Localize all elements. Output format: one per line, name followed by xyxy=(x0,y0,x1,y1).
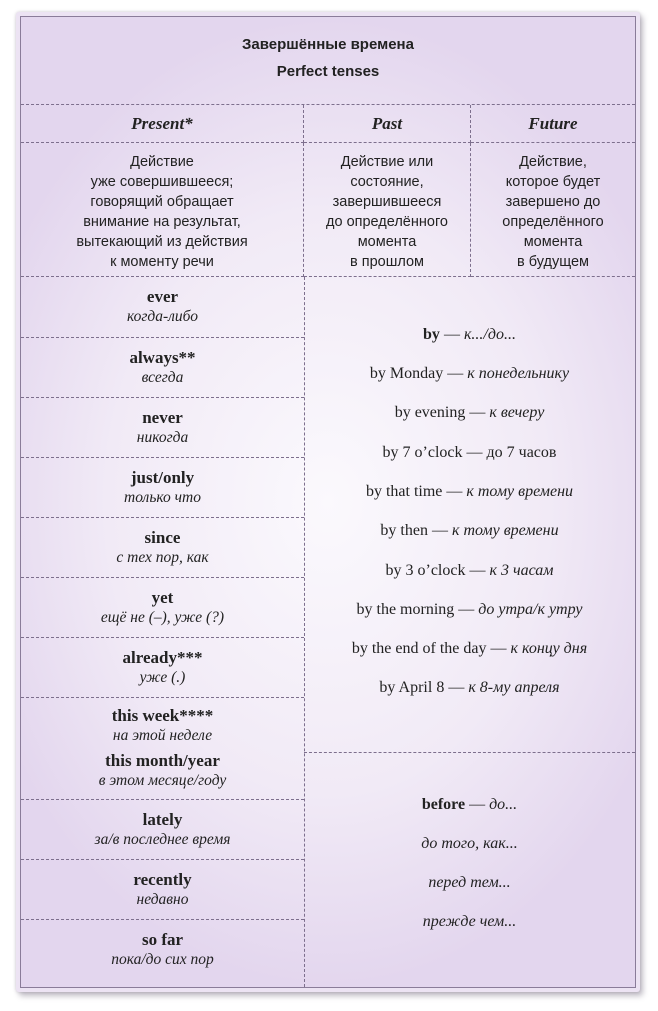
marker-row xyxy=(21,859,304,919)
by-en: by 7 o’clock xyxy=(382,444,463,461)
title-block xyxy=(21,17,635,105)
table xyxy=(20,16,636,988)
marker-row xyxy=(21,397,304,457)
desc-line: вытекающий из действия xyxy=(76,234,248,250)
dash: — xyxy=(454,601,479,618)
marker-translation: ещё не (–), уже (?) xyxy=(100,609,225,626)
desc-line: внимание на результат, xyxy=(83,214,241,230)
by-ru: к понедельнику xyxy=(467,365,570,382)
marker-row xyxy=(21,457,304,517)
title-en: Perfect tenses xyxy=(276,63,380,80)
desc-line: момента xyxy=(357,234,417,250)
by-line xyxy=(304,326,635,344)
by-ru: к 8-му апреля xyxy=(468,679,560,696)
marker-translation: всегда xyxy=(141,369,184,386)
desc-line: до определённого xyxy=(326,214,448,230)
by-line xyxy=(304,679,635,697)
before-line xyxy=(304,874,635,892)
by-ru: к тому времени xyxy=(451,522,559,539)
marker-translation: на этой неделе xyxy=(112,727,213,744)
before-line xyxy=(304,796,635,814)
by-en: by xyxy=(423,326,440,343)
header-past: Past xyxy=(304,105,471,143)
desc-line: состояние, xyxy=(350,174,424,190)
marker-row xyxy=(21,577,304,637)
by-en: by the end of the day xyxy=(351,640,487,657)
marker-word: always** xyxy=(129,348,196,367)
by-line xyxy=(304,601,635,619)
before-ru: прежде чем... xyxy=(422,913,517,930)
by-en: by that time xyxy=(365,483,443,500)
desc-line: завершившееся xyxy=(332,194,442,210)
desc-present xyxy=(21,143,304,277)
by-ru: к 3 часам xyxy=(489,562,554,579)
marker-word: so far xyxy=(141,930,184,949)
header-present: Present* xyxy=(21,105,304,143)
before-line xyxy=(304,913,635,931)
desc-line: в будущем xyxy=(517,254,589,270)
marker-translation: недавно xyxy=(136,891,189,908)
marker-word: this week**** xyxy=(111,706,214,725)
marker-translation: только что xyxy=(124,489,201,506)
by-en: by Monday xyxy=(369,365,444,382)
marker-row xyxy=(21,919,304,987)
marker-translation: за/в последнее время xyxy=(94,831,231,848)
desc-line: Действие или xyxy=(340,154,434,170)
dash: — xyxy=(444,679,469,696)
marker-translation: уже (.) xyxy=(139,669,186,686)
marker-row xyxy=(21,277,304,337)
by-line xyxy=(304,640,635,658)
marker-translation: когда-либо xyxy=(126,308,199,325)
marker-word: this month/year xyxy=(105,751,220,770)
marker-translation: с тех пор, как xyxy=(116,549,209,566)
before-en: before xyxy=(421,796,466,813)
marker-row xyxy=(21,697,304,799)
marker-word: recently xyxy=(133,870,192,889)
by-en: by then xyxy=(380,522,428,539)
by-line xyxy=(304,483,635,501)
before-ru: до того, как... xyxy=(421,835,518,852)
desc-line: которое будет xyxy=(505,174,601,190)
marker-word: since xyxy=(144,528,181,547)
before-ru: перед тем... xyxy=(428,874,511,891)
desc-line: Действие xyxy=(130,154,194,170)
title-ru: Завершённые времена xyxy=(242,36,414,53)
by-line xyxy=(304,562,635,580)
by-line xyxy=(304,365,635,383)
by-ru: к тому времени xyxy=(466,483,574,500)
dash: — xyxy=(465,404,490,421)
marker-translation: в этом месяце/году xyxy=(98,772,227,789)
by-line xyxy=(304,522,635,540)
by-en: by evening xyxy=(394,404,466,421)
desc-line: определённого xyxy=(502,214,604,230)
markers-column xyxy=(21,277,305,987)
by-ru: до утра/к утру xyxy=(478,601,583,618)
marker-translation: пока/до сих пор xyxy=(111,951,214,968)
desc-line: к моменту речи xyxy=(110,254,214,270)
dash: — xyxy=(465,562,490,579)
marker-row xyxy=(21,337,304,397)
desc-line: Действие, xyxy=(519,154,587,170)
dash: — xyxy=(465,796,490,813)
dash: — xyxy=(427,522,452,539)
desc-line: в прошлом xyxy=(349,254,424,270)
desc-past xyxy=(304,143,471,277)
by-ru: до 7 часов xyxy=(486,444,557,461)
desc-future xyxy=(471,143,635,277)
marker-word: yet xyxy=(151,588,174,607)
marker-word: never xyxy=(142,408,183,427)
marker-word: lately xyxy=(142,810,183,829)
by-en: by the morning xyxy=(356,601,455,618)
marker-word: ever xyxy=(146,287,179,306)
by-ru: к концу дня xyxy=(510,640,588,657)
by-line xyxy=(304,444,635,462)
dash: — xyxy=(443,365,468,382)
by-line xyxy=(304,404,635,422)
before-line xyxy=(304,835,635,853)
desc-line: момента xyxy=(523,234,583,250)
desc-line: завершено до xyxy=(505,194,601,210)
header-future: Future xyxy=(471,105,635,143)
marker-row xyxy=(21,799,304,859)
marker-row xyxy=(21,517,304,577)
dash: — xyxy=(439,326,464,343)
by-en: by 3 o’clock xyxy=(385,562,466,579)
desc-line: уже совершившееся; xyxy=(90,174,234,190)
before-block xyxy=(304,753,635,987)
marker-word: already*** xyxy=(122,648,203,667)
by-ru: к вечеру xyxy=(489,404,545,421)
before-ru: до... xyxy=(489,796,518,813)
by-en: by April 8 xyxy=(379,679,445,696)
marker-word: just/only xyxy=(130,468,195,487)
desc-line: говорящий обращает xyxy=(90,194,234,210)
dash: — xyxy=(486,640,511,657)
card xyxy=(16,12,640,992)
by-ru: к.../до... xyxy=(463,326,516,343)
dash: — xyxy=(442,483,467,500)
by-block xyxy=(304,277,635,753)
dash: — xyxy=(462,444,487,461)
marker-row xyxy=(21,637,304,697)
marker-translation: никогда xyxy=(136,429,189,446)
